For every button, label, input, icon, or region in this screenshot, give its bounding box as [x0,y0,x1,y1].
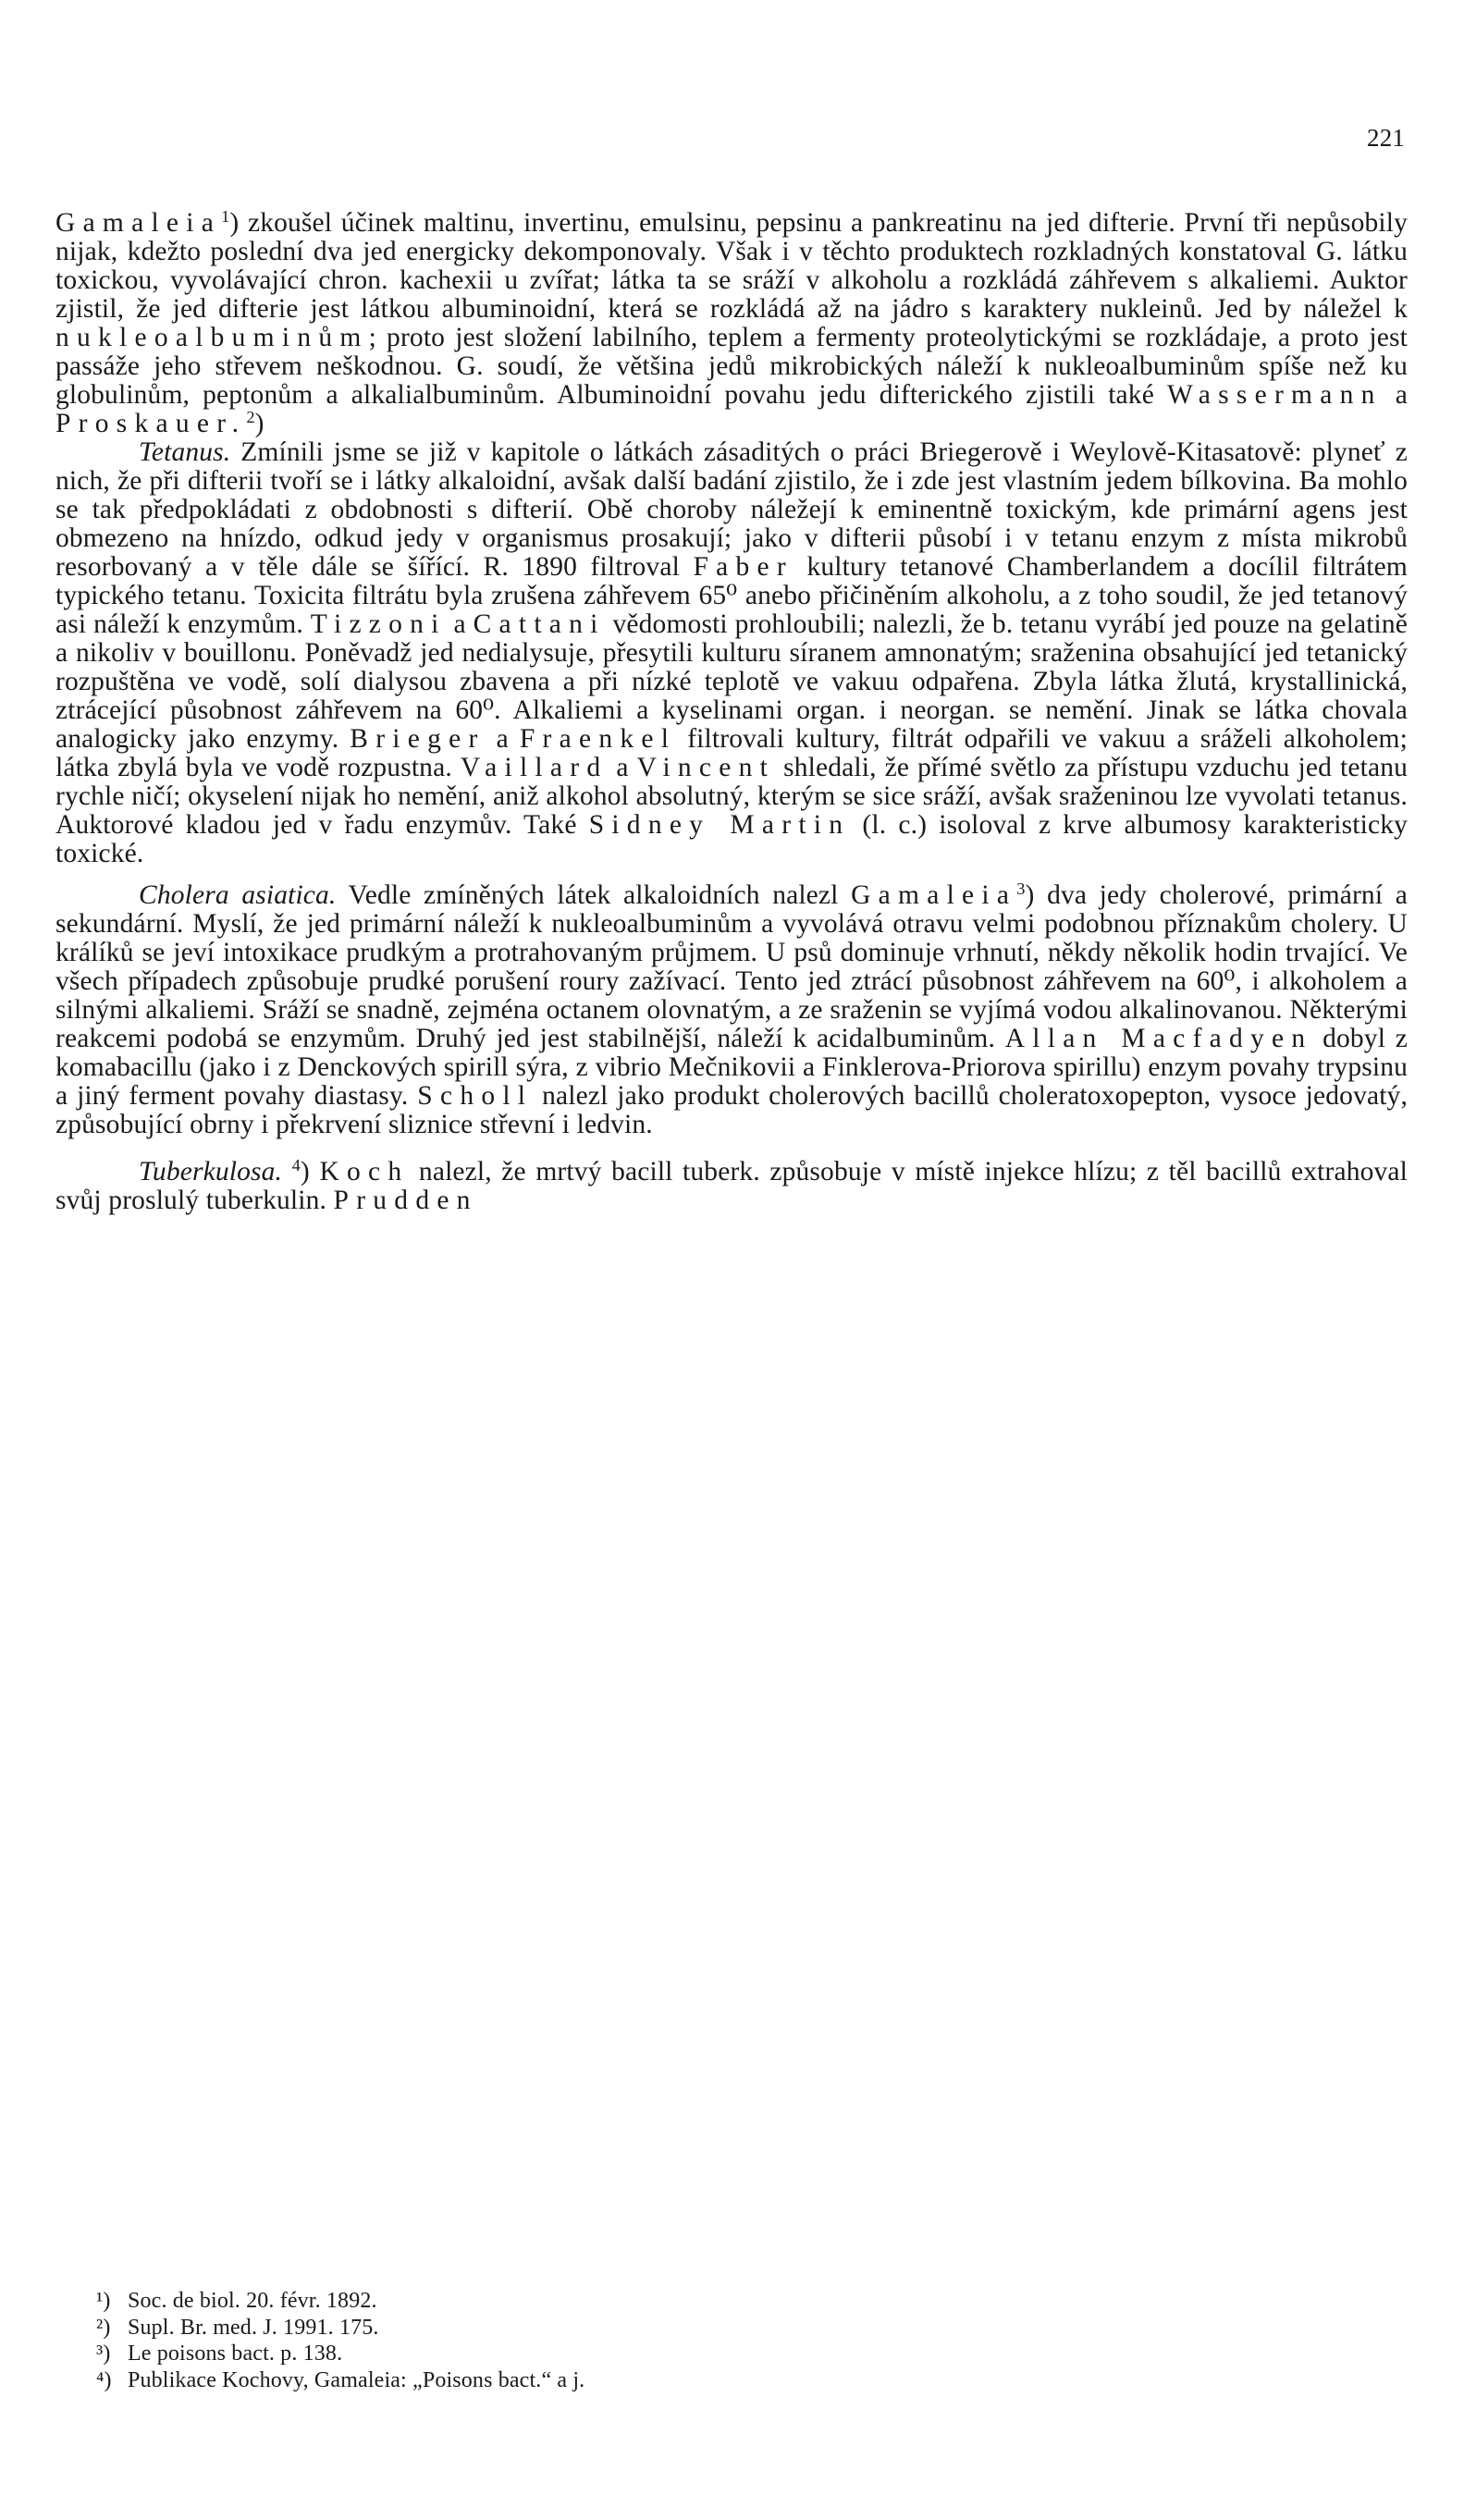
footnote [55,2367,1408,2394]
paragraph-cholera [55,881,1408,1139]
footnote-mark: ²) [96,2315,111,2340]
author-cattani: Cattani [473,609,606,639]
author-tizzoni: Tizzoni [310,609,447,639]
text: ) zkoušel účinek maltinu, invertinu, emulsinu, pepsinu a pankreatinu na jed difterie. První tři nepůsobily nijak, kdežto poslední dva jed energicky dekomponovaly. Však i v těchto produktech rozkladných konstatoval G. látku toxickou, vyvolávající chron. kachexii u zvířat; látka ta se sráží v alkoholu a rozkládá záhřevem s alkaliemi. Auktor zjistil, že jed difterie jest látkou albuminoidní, která se rozkládá až na jádro s karaktery nukleinů. Jed by náležel k [55,208,1408,324]
footnote-text: Publikace Kochovy, Gamaleia: „Poisons bact.“ a j. [128,2367,585,2392]
author-vaillard: Vaillard [460,753,609,782]
author-scholl: Scholl [417,1081,534,1111]
text: ) [254,409,265,438]
footnote [55,2341,1408,2367]
footnote [55,2288,1408,2315]
section-heading-tuberkulosa: Tuberkulosa. [139,1157,283,1186]
author-wassermann: Wassermann [1167,380,1383,410]
text: ) [300,1157,310,1186]
section-heading-cholera: Cholera asiatica. [139,880,337,910]
author-proskauer: Proskauer. [55,409,247,438]
author-fraenkel: Fraenkel [519,724,677,754]
main-text [55,206,1409,1215]
paragraph-tuberkulosa [55,1155,1409,1215]
footnote-ref-4: 4 [291,1155,301,1174]
author-vincent: Vincent [636,753,776,782]
author-koch: Koch [319,1157,410,1186]
footnote-ref-1: 1 [221,206,230,226]
text: nalezl, že mrtvý bacill tuberk. způsobuje v místě injekce hlízu; z těl bacillů extrahoval svůj proslulý tuberkulin. [55,1157,1409,1215]
text: (l. c.) isoloval z krve albumosy karakteristicky toxické. [55,810,1409,868]
paragraph-tetanus [55,438,1408,868]
footnotes [55,2288,1408,2393]
text: vědomosti prohloubili; nalezli, že b. tetanu vyrábí jed pouze na gelatině a nikoliv v bouillonu. Poněvadž jed nedialysuje, přesytili kulturu síranem amnonatým; sraženina obsahující jed tetanický rozpuštěna ve vodě, solí dialysou zbavena a při nízké teplotě ve vakuu odpařena. Zbyla látka žlutá, krystallinická, ztrácející působnost záhřevem na 60⁰. Alkaliemi a kyselinami organ. i neorgan. se nemění. Jinak se látka chovala analogicky jako enzymy. [55,609,1409,754]
text: a [453,609,466,639]
text: a [1395,380,1408,410]
term-nukleoalbuminum: nukleoalbuminům [55,323,369,352]
text: a [616,753,629,782]
footnote-text: Le poisons bact. p. 138. [128,2342,343,2366]
author-gamaleia: Gamaleia [55,208,222,238]
footnote [55,2315,1408,2342]
text: Vedle zmíněných látek alkaloidních nalezl [348,880,839,910]
author-allan-macfadyen: Allan Macfadyen [1004,1024,1313,1053]
paragraph-gamaleia-difterie [55,206,1408,438]
text: shledali, že přímé světlo za přístupu vzduchu jed tetanu rychle ničí; okyselení nijak ho nemění, aniž alkohol absolutný, kterým se sice sráží, avšak sraženinou lze vyvolati tetanus. Auktorové kladou jed v řadu enzymův. Také [55,753,1409,840]
footnote-ref-2: 2 [246,407,255,426]
text: filtrovali kultury, filtrát odpařili ve vakuu a sráželi alkoholem; látka zbylá byla ve vodě rozpustna. [55,724,1408,782]
section-heading-tetanus: Tetanus. [139,437,231,467]
text: ) dva jedy cholerové, primární a sekundární. Myslí, že jed primární náleží k nukleoalbuminům a vyvolává otravu velmi podobnou příznakům cholery. U králíků se jeví intoxikace prudkým a protrahovaným průjmem. U psů dominuje vrhnutí, někdy několik hodin trvající. Ve všech případech způsobuje prudké porušení roury zažívací. Tento jed ztrácí působnost záhřevem na 60⁰, i alkoholem a silnými alkaliemi. Sráží se snadně, zejména octanem olovnatým, a ze sraženin se vyjímá vodou alkalinovanou. Některými reakcemi podobá se enzymům. Druhý jed jest stabilnější, náleží k acidalbuminům. [55,880,1408,1053]
footnote-mark: ¹) [96,2289,111,2313]
author-brieger: Brieger [350,724,486,754]
text: ; proto jest složení labilního, teplem a fermenty proteolytickými se rozkládaje, a proto jest passáže jeho střevem neškodnou. G. soudí, že většina jedů mikrobických náleží k nukleoalbuminům spíše než ku globulinům, peptonům a alkalialbuminům. Albuminoidní povahu jedu difterického zjistili také [55,323,1408,410]
footnote-text: Supl. Br. med. J. 1991. 175. [128,2315,379,2340]
footnote-ref-3: 3 [1016,879,1026,898]
author-faber: Faber [693,552,794,582]
text: nalezl jako produkt cholerových bacillů choleratoxopepton, vysoce jedovatý, způsobující obrny i překrvení sliznice střevní i ledvin. [55,1081,1408,1139]
text: dobyl z komabacillu (jako i z Denckových spirill sýra, z vibrio Mečnikovii a Finklerova-Priorova spirillu) enzym povahy trypsinu a jiný ferment povahy diastasy. [55,1024,1408,1111]
footnote-text: Soc. de biol. 20. févr. 1892. [128,2289,377,2313]
footnote-mark: ⁴) [96,2367,112,2392]
author-prudden: Prudden [333,1186,478,1215]
author-sidney-martin: Sidney Martin [588,810,851,840]
author-gamaleia: Gamaleia [851,880,1017,910]
page-number: 221 [1367,124,1405,152]
text: Zmínili jsme se již v kapitole o látkách zásaditých o práci Briegerově i Weylově-Kitasatově: plyneť z nich, že při difterii tvoří se i látky alkaloidní, avšak další badání zjistilo, že i zde jest vlastním jedem bílkovina. Ba mohlo se tak předpokládati z obdobnosti s difterií. Obě choroby náležejí k eminentně toxickým, kde primární agens jest obmezeno na hnízdo, odkud jedy v organismus prosakují; jako v difterii působí i v tetanu enzym z místa mikrobů resorbovaný a v těle dále se šířící. R. 1890 filtroval [55,437,1409,582]
footnote-mark: ³) [96,2342,111,2366]
text: a [496,724,509,754]
text: kultury tetanové Chamberlandem a docílil filtrátem typického tetanu. Toxicita filtrátu byla zrušena záhřevem 65⁰ anebo přičiněním alkoholu, a z toho soudil, že jed tetanový asi náleží k enzymům. [55,552,1408,639]
